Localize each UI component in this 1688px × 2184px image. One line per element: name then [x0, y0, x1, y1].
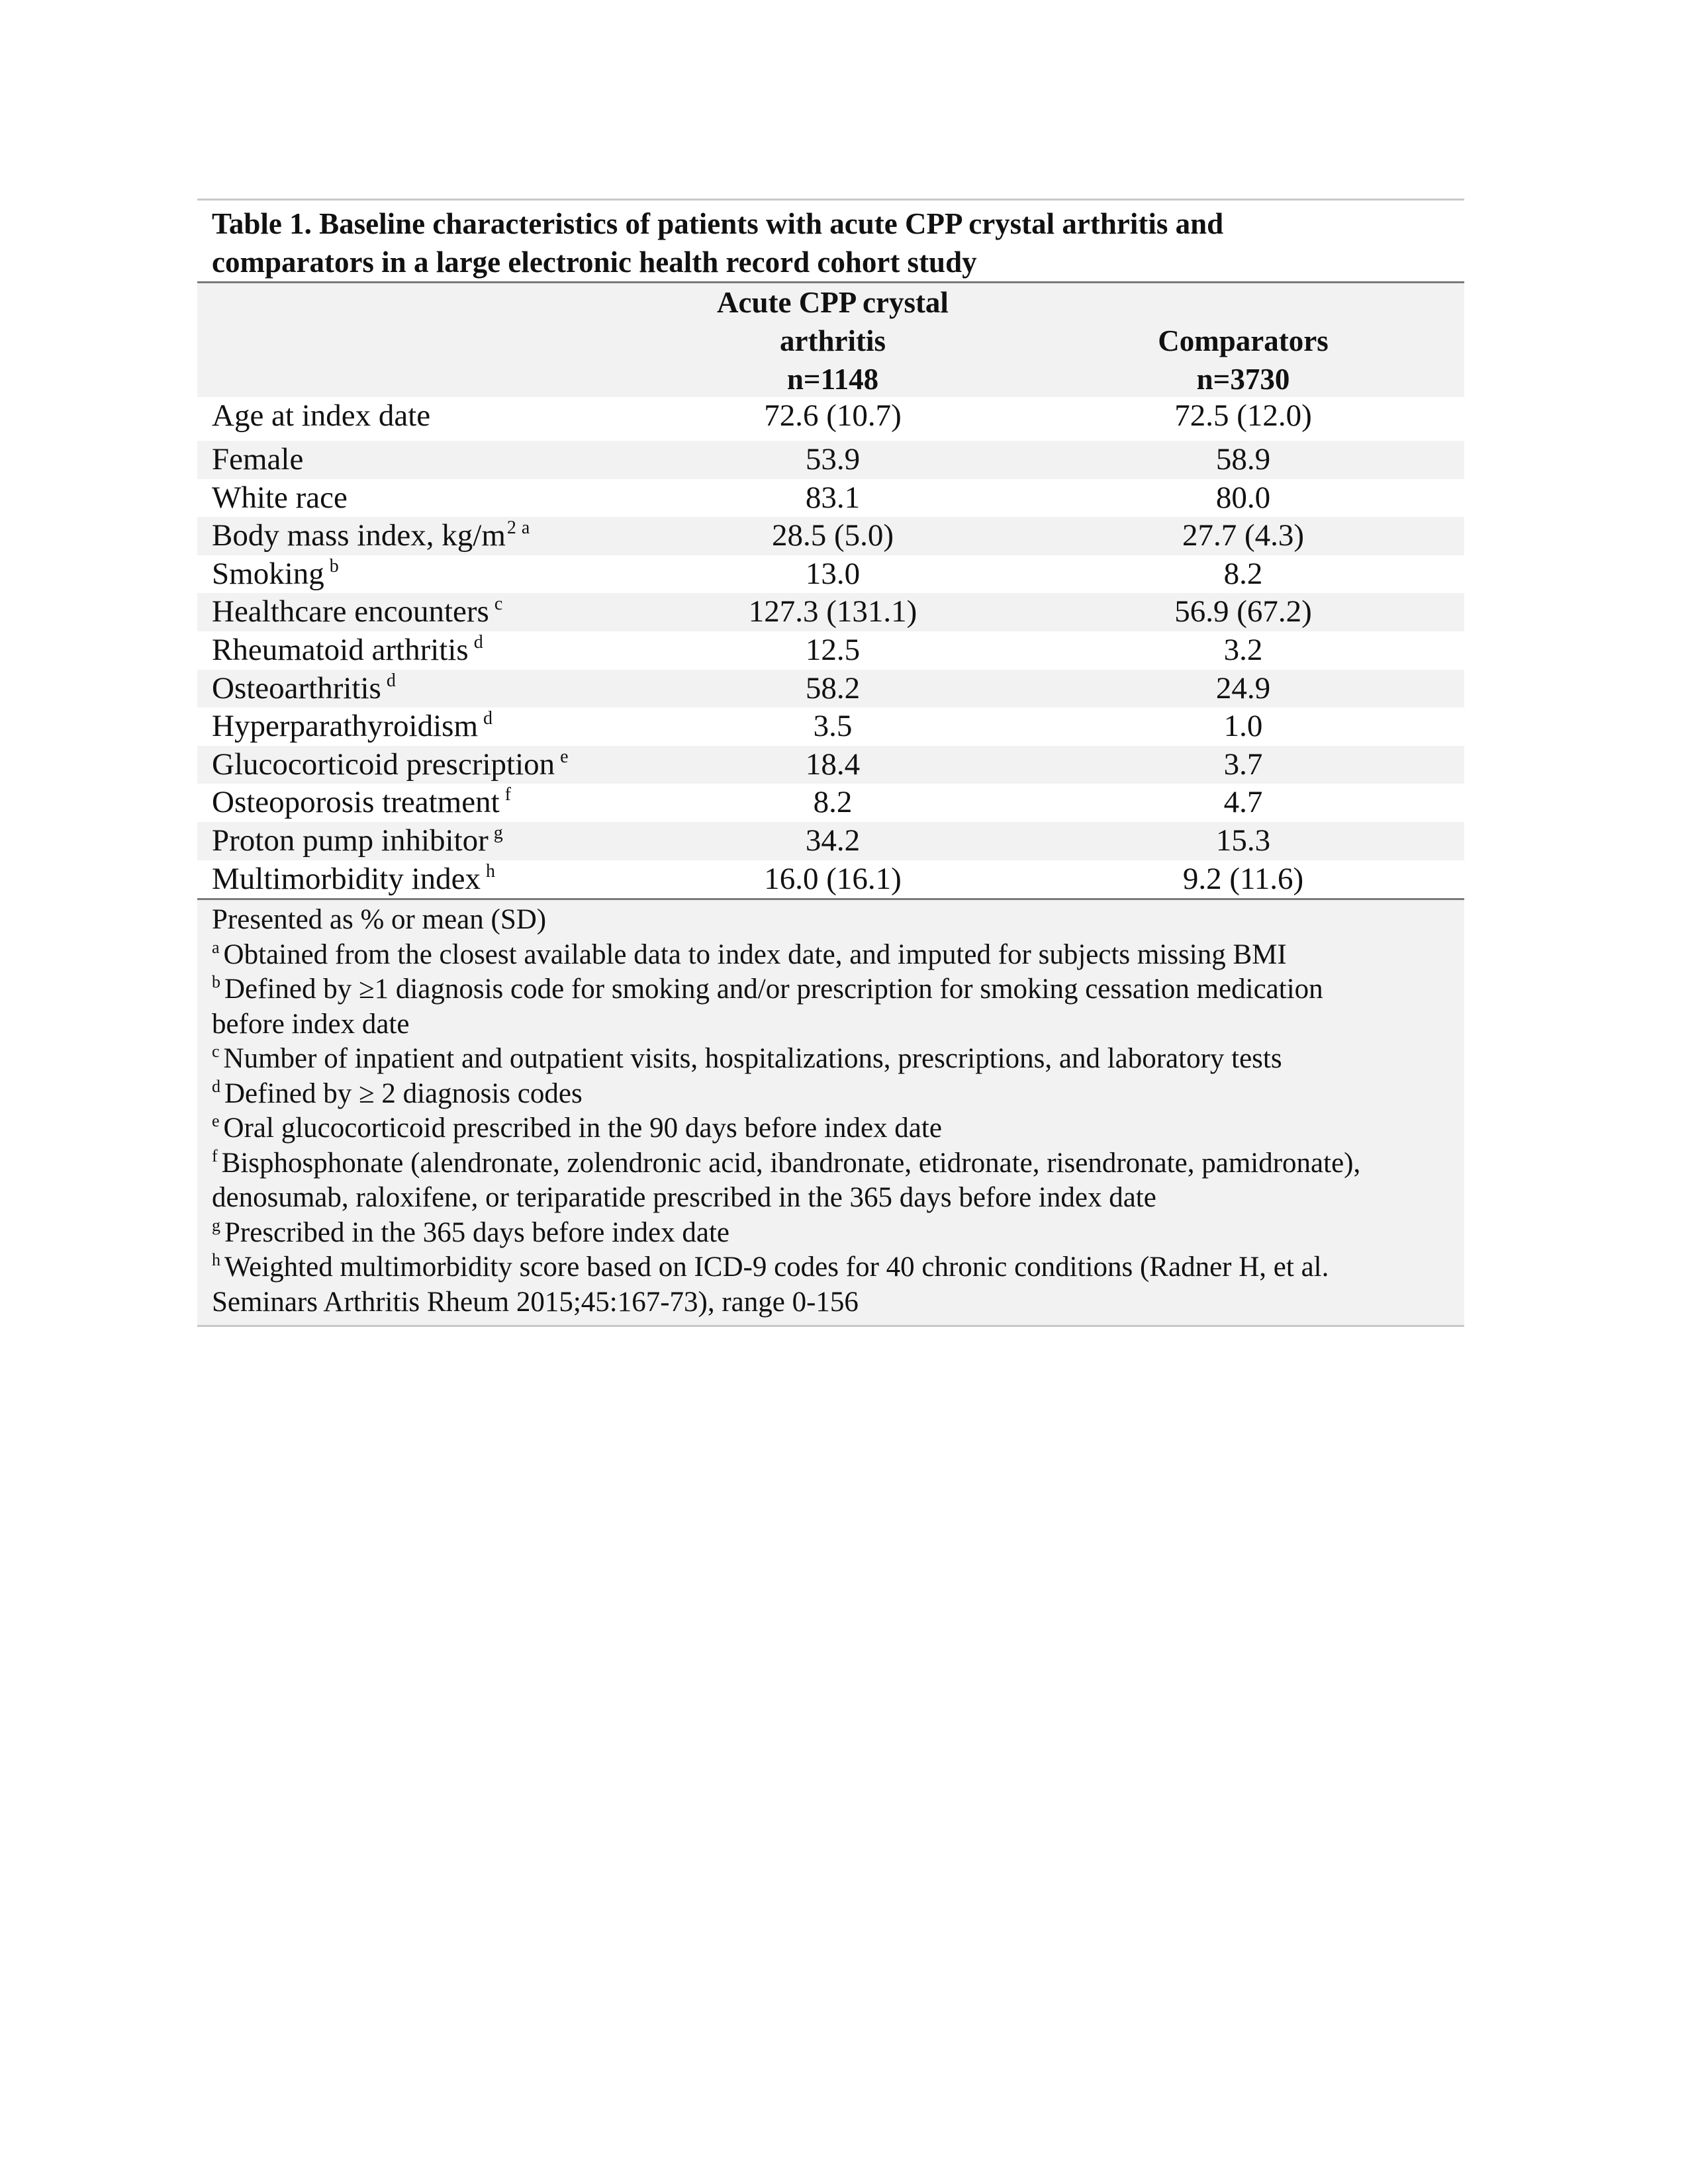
table-footnotes	[197, 900, 1464, 1325]
row-label-text: Hyperparathyroidism	[212, 709, 479, 744]
footnote-text: Weighted multimorbidity score based on ICD-9 codes for 40 chronic conditions (Radner H, et al.	[224, 1251, 1329, 1283]
cell-acute-cpp: 83.1	[805, 480, 861, 515]
unit-superscript: 2	[506, 518, 516, 539]
table-header	[197, 283, 1464, 397]
footnote-text: Defined by ≥ 2 diagnosis codes	[224, 1077, 583, 1109]
footnote-mark: h	[212, 1250, 220, 1270]
footnote-text: Obtained from the closest available data to index date, and imputed for subjects missing BMI	[223, 938, 1287, 970]
table-row	[197, 517, 1464, 555]
cell-acute-cpp: 53.9	[805, 442, 861, 477]
column-header-line: arthritis	[780, 324, 886, 357]
row-label-text: Female	[212, 442, 304, 477]
row-label	[212, 441, 303, 478]
table-row	[197, 397, 1464, 441]
cell-acute-cpp: 16.0 (16.1)	[764, 861, 902, 896]
row-label	[212, 822, 503, 860]
cell-comparators: 15.3	[1215, 823, 1271, 858]
footnote-marker: g	[493, 822, 503, 843]
table-row	[197, 593, 1464, 631]
row-label	[212, 746, 569, 784]
row-label-text: Osteoarthritis	[212, 670, 381, 705]
cell-comparators: 3.7	[1223, 747, 1263, 782]
footnote-g	[212, 1216, 1450, 1251]
row-label	[212, 631, 483, 669]
column-header-line: Acute CPP crystal	[717, 286, 949, 319]
row-label-text: Glucocorticoid prescription	[212, 747, 555, 782]
footnote-b-continued: before index date	[212, 1008, 410, 1040]
table-bottom-rule	[197, 1325, 1464, 1327]
table-row	[197, 860, 1464, 899]
cell-comparators: 8.2	[1223, 556, 1263, 591]
footnote-mark: d	[212, 1076, 220, 1096]
footnote-marker: b	[329, 555, 339, 576]
footnote-mark: c	[212, 1042, 220, 1062]
footnote-text: Oral glucocorticoid prescribed in the 90 days before index date	[223, 1113, 942, 1144]
cell-comparators: 4.7	[1223, 785, 1263, 820]
cell-acute-cpp: 58.2	[805, 670, 861, 705]
column-header-line: Comparators	[1158, 324, 1329, 357]
footnote-marker: d	[473, 631, 483, 653]
table-row	[197, 707, 1464, 746]
footnote-a	[212, 938, 1450, 973]
row-label	[212, 517, 530, 555]
table-row	[197, 746, 1464, 784]
row-label	[212, 593, 502, 631]
row-label	[212, 670, 396, 707]
cell-comparators: 24.9	[1215, 670, 1271, 705]
footnote-marker: d	[483, 708, 493, 729]
cell-comparators: 56.9 (67.2)	[1174, 594, 1312, 629]
row-label	[212, 555, 339, 593]
table-body	[197, 397, 1464, 898]
footnote-marker: f	[504, 784, 511, 805]
row-label	[212, 397, 430, 435]
cell-comparators: 58.9	[1215, 442, 1271, 477]
footnote-mark: f	[212, 1146, 218, 1165]
cell-acute-cpp: 12.5	[805, 632, 861, 667]
footnote-b	[212, 972, 1450, 1007]
table-row	[197, 441, 1464, 479]
footnote-marker: c	[494, 594, 503, 615]
baseline-table	[197, 199, 1464, 1327]
column-header-acute-cpp	[634, 283, 1031, 398]
cell-comparators: 72.5 (12.0)	[1174, 398, 1312, 433]
cell-acute-cpp: 8.2	[813, 785, 853, 820]
table-title	[197, 201, 1464, 281]
table-title-line-1: Table 1. Baseline characteristics of patients with acute CPP crystal arthritis and	[212, 207, 1224, 240]
footnote-h	[212, 1250, 1450, 1285]
cell-acute-cpp: 34.2	[805, 823, 861, 858]
cell-comparators: 27.7 (4.3)	[1182, 518, 1305, 553]
footnote-text: Number of inpatient and outpatient visits, hospitalizations, prescriptions, and laboratory tests	[223, 1043, 1282, 1075]
footnote-marker: h	[486, 860, 496, 882]
row-label-text: Healthcare encounters	[212, 594, 489, 629]
column-header-line: n=3730	[1196, 363, 1290, 396]
row-label-text: White race	[212, 480, 348, 515]
footnote-h-continued: Seminars Arthritis Rheum 2015;45:167-73), range 0-156	[212, 1286, 859, 1318]
footnote-presented: Presented as % or mean (SD)	[212, 904, 547, 936]
cell-comparators: 80.0	[1215, 480, 1271, 515]
row-label	[212, 707, 492, 745]
row-label-text: Multimorbidity index	[212, 861, 481, 896]
row-label-text: Proton pump inhibitor	[212, 823, 489, 858]
column-header-line: n=1148	[786, 363, 879, 396]
footnote-e	[212, 1111, 1450, 1146]
cell-acute-cpp: 72.6 (10.7)	[764, 398, 902, 433]
cell-comparators: 3.2	[1223, 632, 1263, 667]
cell-comparators: 1.0	[1223, 709, 1263, 744]
footnote-marker: d	[386, 670, 396, 691]
table-title-line-2: comparators in a large electronic health record cohort study	[212, 246, 977, 279]
footnote-text: Defined by ≥1 diagnosis code for smoking and/or prescription for smoking cessation medication	[224, 974, 1323, 1005]
cell-acute-cpp: 28.5 (5.0)	[771, 518, 894, 553]
cell-acute-cpp: 18.4	[805, 747, 861, 782]
row-label-text: Smoking	[212, 556, 324, 591]
footnote-mark: a	[212, 937, 220, 957]
footnote-mark: e	[212, 1111, 220, 1131]
column-header-comparators	[1045, 322, 1442, 398]
row-label	[212, 479, 348, 517]
cell-acute-cpp: 3.5	[813, 709, 853, 744]
table-row	[197, 784, 1464, 822]
footnote-text: Bisphosphonate (alendronate, zolendronic acid, ibandronate, etidronate, risendronate, pamidronate),	[221, 1147, 1361, 1179]
cell-comparators: 9.2 (11.6)	[1182, 861, 1304, 896]
row-label-text: Rheumatoid arthritis	[212, 632, 469, 667]
table-row	[197, 555, 1464, 594]
footnote-marker: e	[560, 746, 569, 767]
footnote-mark: g	[212, 1215, 220, 1235]
row-label	[212, 860, 495, 898]
footnote-f	[212, 1146, 1450, 1181]
cell-acute-cpp: 127.3 (131.1)	[748, 594, 917, 629]
footnote-marker: a	[521, 518, 530, 539]
row-label-text: Body mass index, kg/m	[212, 518, 506, 553]
row-label-text: Osteoporosis treatment	[212, 785, 500, 820]
footnote-d	[212, 1077, 1450, 1112]
row-label	[212, 784, 511, 821]
footnote-mark: b	[212, 972, 220, 992]
table-row	[197, 631, 1464, 670]
footnote-c	[212, 1042, 1450, 1077]
table-row	[197, 822, 1464, 860]
table-row	[197, 479, 1464, 518]
cell-acute-cpp: 13.0	[805, 556, 861, 591]
table-row	[197, 670, 1464, 708]
row-label-text: Age at index date	[212, 398, 431, 433]
footnote-f-continued: denosumab, raloxifene, or teriparatide prescribed in the 365 days before index date	[212, 1182, 1156, 1214]
footnote-text: Prescribed in the 365 days before index date	[224, 1216, 729, 1248]
